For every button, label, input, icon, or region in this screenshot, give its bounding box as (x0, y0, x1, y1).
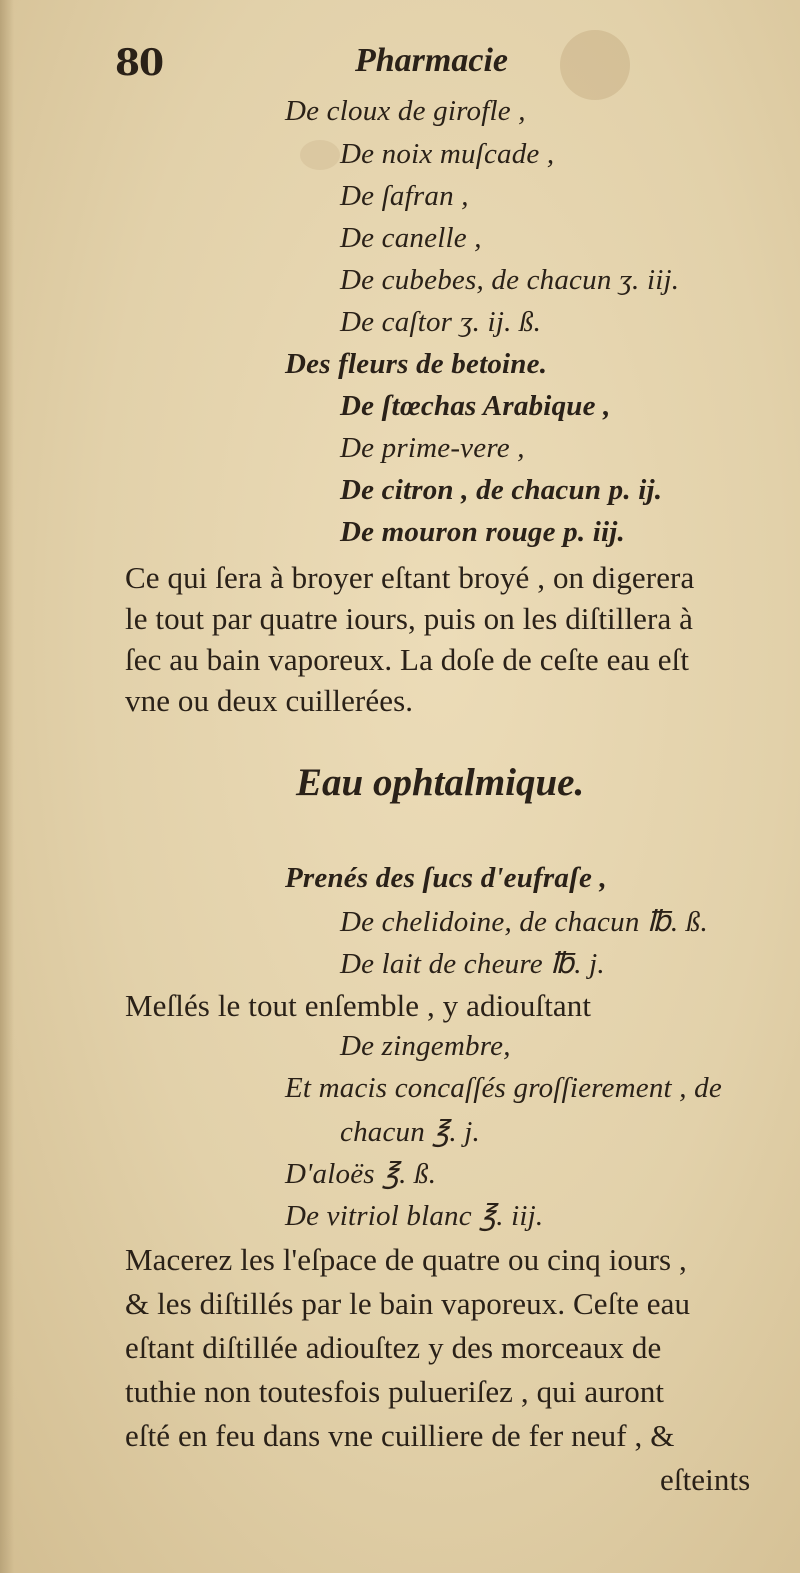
ingredient-line: De caſtor ʒ. ij. ß. (340, 306, 542, 338)
paragraph-line: ſec au bain vaporeux. La doſe de ceſte eau eſt (125, 642, 690, 677)
ingredient-line: De mouron rouge p. iij. (340, 516, 625, 548)
ingredient-line: chacun ℥. j. (340, 1116, 480, 1148)
paragraph-line: eſté en feu dans vne cuilliere de fer neuf , & (125, 1418, 675, 1453)
catchword: eſteints (660, 1462, 751, 1497)
ingredient-line: D'aloës ℥. ß. (285, 1158, 437, 1190)
ingredient-line: De chelidoine, de chacun ℔. ß. (340, 906, 708, 938)
running-head: Pharmacie (355, 42, 508, 79)
paragraph-line: vne ou deux cuillerées. (125, 683, 414, 718)
ingredient-line: De prime-vere , (340, 432, 525, 464)
ingredient-line: De citron , de chacun p. ij. (340, 474, 663, 506)
paragraph-line: & les diſtillés par le bain vaporeux. Ceſte eau (125, 1286, 691, 1321)
ingredient-line: De vitriol blanc ℥. iij. (285, 1200, 544, 1232)
ingredient-line: Des fleurs de betoine. (285, 348, 548, 380)
ingredient-line: Et macis concaſſés groſſierement , de (285, 1072, 722, 1104)
section-heading: Eau ophtalmique. (296, 761, 585, 804)
page-header (0, 42, 800, 92)
ingredient-line: De cloux de girofle , (285, 95, 526, 127)
ingredient-line: De lait de cheure ℔. j. (340, 948, 605, 980)
paragraph-line: Meſlés le tout enſemble , y adiouſtant (125, 988, 592, 1023)
paragraph-line: le tout par quatre iours, puis on les diſtillera à (125, 601, 694, 636)
ingredient-line: De zingembre, (340, 1030, 511, 1062)
ingredient-line: De ſtœchas Arabique , (340, 390, 611, 422)
paragraph-line: Ce qui ſera à broyer eſtant broyé , on digerera (125, 560, 695, 595)
page-gutter-shadow (0, 0, 14, 1573)
ingredient-line: Prenés des ſucs d'eufraſe , (285, 862, 607, 894)
page-number: 80 (115, 42, 164, 84)
ingredient-line: De cubebes, de chacun ʒ. iij. (340, 264, 680, 296)
paragraph-line: eſtant diſtillée adiouſtez y des morceaux de (125, 1330, 662, 1365)
ingredient-line: De canelle , (340, 222, 482, 254)
paper-stain (300, 140, 340, 170)
paragraph-line: Macerez les l'eſpace de quatre ou cinq iours , (125, 1242, 687, 1277)
paragraph-line: tuthie non toutesfois pulueriſez , qui auront (125, 1374, 665, 1409)
ingredient-line: De ſafran , (340, 180, 469, 212)
ingredient-line: De noix muſcade , (340, 138, 555, 170)
